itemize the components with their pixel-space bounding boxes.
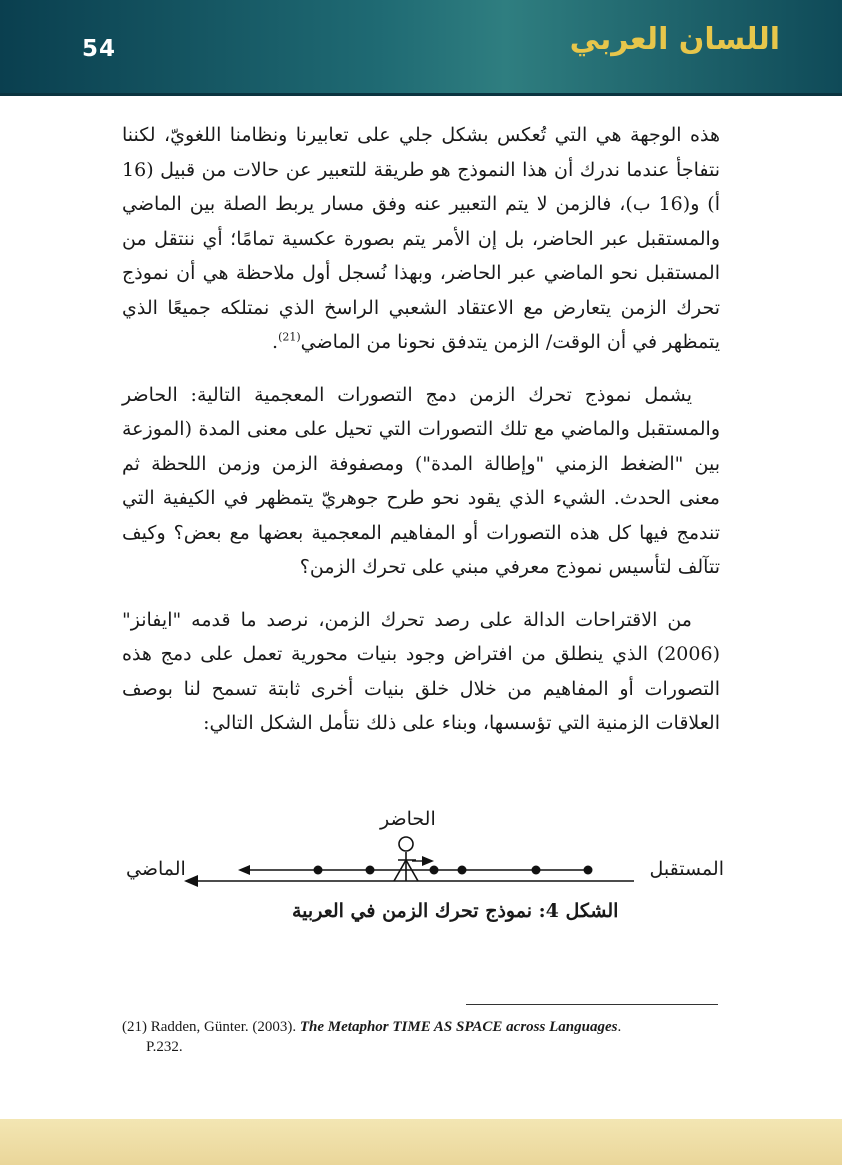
- footnote-title: The Metaphor TIME AS SPACE across Languages: [299, 1019, 618, 1035]
- trajectory-point: [314, 866, 323, 875]
- page-footer: [0, 1119, 842, 1165]
- footnote: [122, 1017, 720, 1057]
- journal-logo: اللسان العربي: [569, 22, 780, 57]
- label-present: الحاضر: [380, 808, 436, 830]
- footnote-citation: (21) Radden, Günter. (2003).: [122, 1019, 300, 1035]
- footnote-reference[interactable]: (21): [278, 330, 301, 344]
- trajectory-point: [584, 866, 593, 875]
- footnote-divider: [466, 1004, 718, 1005]
- footnote-suffix: .: [617, 1019, 622, 1035]
- trajectory-arrow-left-icon: [238, 865, 250, 875]
- label-past: الماضي: [126, 858, 186, 880]
- timeline-arrow-left-icon: [184, 875, 198, 887]
- footnote-page: P.232.: [146, 1039, 183, 1055]
- trajectory-point: [366, 866, 375, 875]
- page-number: 54: [82, 36, 117, 62]
- trajectory-point: [430, 866, 439, 875]
- paragraph-3: من الاقتراحات الدالة على رصد تحرك الزمن، نرصد ما قدمه "ايفانز" (2006) الذي ينطلق من افتراض وجود بنيات محورية تعمل على دمج هذه التصورات أو المفاهيم من خلال خلق بنيات أخرى ثابتة تسمح لنا بوصف العلاقات الزمنية التي تؤسسها، وبناء على ذلك نتأمل الشكل التالي:: [122, 608, 720, 734]
- body-text: [122, 118, 720, 759]
- paragraph-1-text: هذه الوجهة هي التي تُعكس بشكل جلي على تعابيرنا ونظامنا اللغويّ، لكننا نتفاجأ عندما ندرك أن هذا النموذج هو طريقة للتعبير عن حالات من قبيل (16 أ) و(16 ب)، فالزمن لا يتم التعبير عنه وفق مسار يربط الصلة بين الماضي والمستقبل عبر الحاضر، بل إن الأمر يتم بصورة عكسية تمامًا؛ أي ننتقل من المستقبل نحو الماضي عبر الحاضر، وبهذا نُسجل أول ملاحظة هي أن نموذج تحرك الزمن يتعارض مع الاعتقاد الشعبي الراسخ الذي نمتلكه جميعًا الذي يتمظهر في أن الوقت/ الزمن يتدفق نحونا من الماضي: [122, 124, 720, 353]
- paragraph-1: هذه الوجهة هي التي تُعكس بشكل جلي على تعابيرنا ونظامنا اللغويّ، لكننا نتفاجأ عندما ندرك أن هذا النموذج هو طريقة للتعبير عن حالات من قبيل (16 أ) و(16 ب)، فالزمن لا يتم التعبير عنه وفق مسار يربط الصلة بين الماضي والمستقبل عبر الحاضر، بل إن الأمر يتم بصورة عكسية تمامًا؛ أي ننتقل من المستقبل نحو الماضي عبر الحاضر، وبهذا نُسجل أول ملاحظة هي أن نموذج تحرك الزمن يتعارض مع الاعتقاد الشعبي الراسخ الذي نمتلكه جميعًا الذي يتمظهر في أن الوقت/ الزمن يتدفق نحونا من الماضي$^{(21)}$.: [122, 124, 720, 353]
- label-future: المستقبل: [649, 858, 724, 880]
- trajectory-point: [458, 866, 467, 875]
- figure-caption: الشكل 4: نموذج تحرك الزمن في العربية: [292, 900, 619, 922]
- time-model-figure: [122, 806, 722, 936]
- trajectory-point: [532, 866, 541, 875]
- observer-icon: [394, 837, 418, 881]
- page-header: [0, 0, 842, 96]
- paragraph-2: يشمل نموذج تحرك الزمن دمج التصورات المعجمية التالية: الحاضر والمستقبل والماضي مع تلك التصورات التي تحيل على معنى المدة (الموزعة بين "الضغط الزمني "وإطالة المدة") ومصفوفة الزمن وزمن اللحظة ثم معنى الحدث. الشيء الذي يقود نحو طرح جوهريّ يتمظهر في الكيفية التي تندمج فيها كل هذه التصورات أو المفاهيم المعجمية بعضها مع بعض؟ وكيف تتآلف لتأسيس نموذج معرفي مبني على تحرك الزمن؟: [122, 383, 720, 578]
